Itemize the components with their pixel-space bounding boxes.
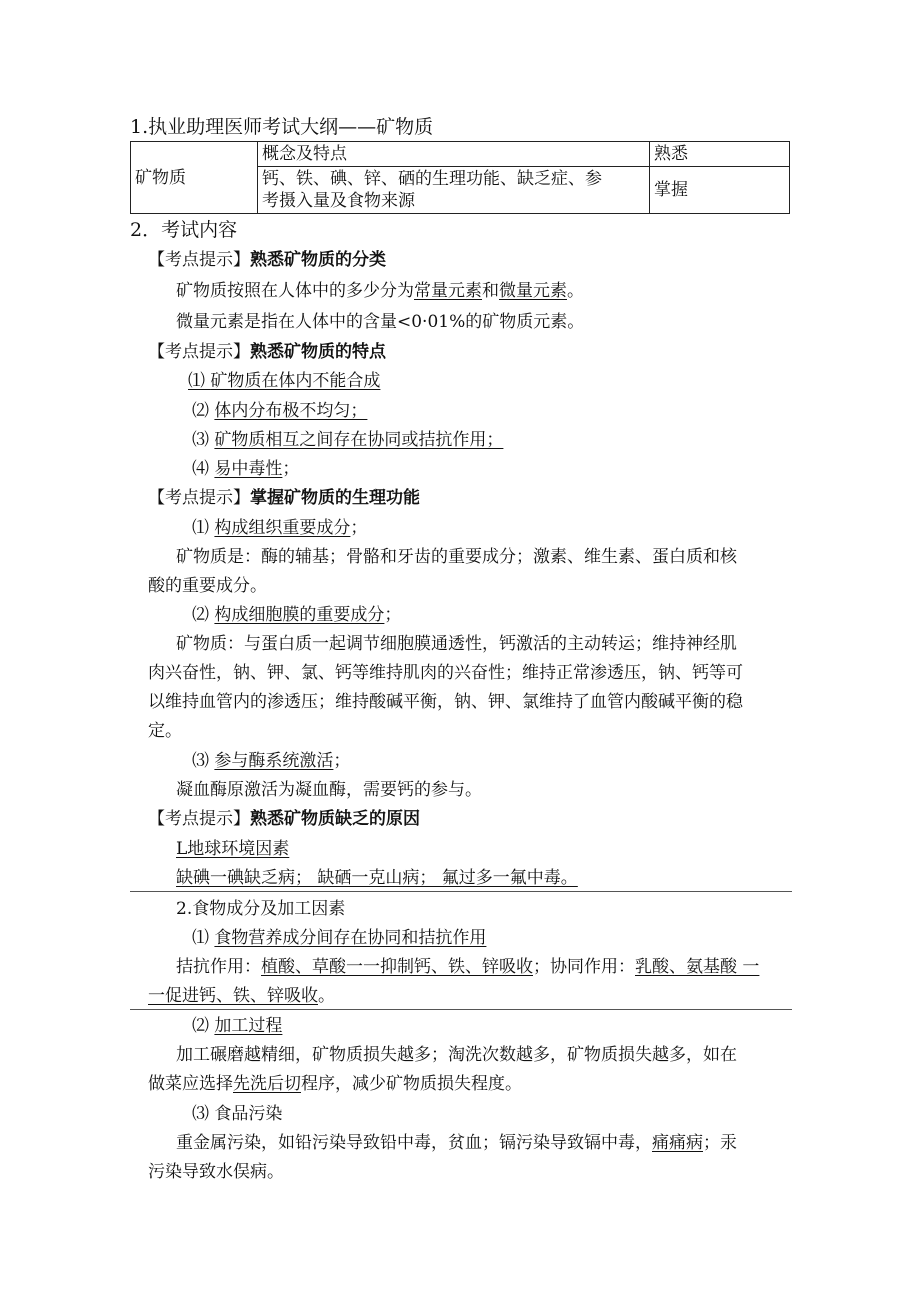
paragraph-line (176, 1132, 737, 1154)
tip-title: 熟悉矿物质缺乏的原因 (250, 809, 420, 829)
text-run: 程序，减少矿物质损失程度。 (301, 1074, 522, 1094)
item-text: 构成组织重要成分 (214, 518, 351, 538)
item-text: 参与酶系统激活 (214, 751, 334, 771)
underlined-term: 痛痛病 (652, 1133, 703, 1153)
item-number: ⑵ (192, 1016, 209, 1036)
paragraph-line: 定。 (148, 721, 182, 741)
table-cell-line: 钙、铁、碘、锌、硒的生理功能、缺乏症、参 (262, 169, 602, 189)
item-number: ⑴ (192, 928, 209, 948)
item-text: 构成细胞膜的重要成分 (214, 605, 385, 625)
paragraph-line (176, 956, 759, 978)
paragraph-line: 肉兴奋性，钠、钾、氯、钙等维持肌肉的兴奋性；维持正常渗透压，钠、钙等可 (148, 663, 743, 683)
paragraph-line (148, 1073, 522, 1095)
table-cell-level: 熟悉 (650, 142, 790, 167)
tip-title: 掌握矿物质的生理功能 (250, 488, 420, 508)
item-tail: ； (282, 459, 300, 479)
underlined-term: 微量元素 (499, 281, 567, 301)
item-text: 食物营养成分间存在协同和拮抗作用 (214, 928, 487, 948)
list-item (188, 370, 380, 392)
item-number: ⑴ (192, 518, 209, 538)
table-cell-content (258, 167, 650, 214)
list-item (192, 604, 401, 626)
table-row (131, 142, 790, 167)
paragraph-line: 污染导致水俣病。 (148, 1162, 284, 1182)
item-number: ⑴ (188, 371, 205, 391)
text-run: ；汞 (703, 1133, 737, 1153)
item-number: ⑶ (192, 1104, 209, 1124)
item-tail: ； (384, 605, 402, 625)
text-run: 拮抗作用： (176, 957, 261, 977)
table-cell-content: 概念及特点 (258, 142, 650, 167)
divider (130, 1009, 792, 1010)
table-cell-line: 考摄入量及食物来源 (262, 191, 415, 211)
tip-heading (148, 808, 420, 830)
item-text: 矿物质在体内不能合成 (210, 371, 381, 391)
item-text: 易中毒性 (214, 459, 283, 479)
item-number: ⑷ (192, 459, 209, 479)
tip-title: 熟悉矿物质的特点 (250, 342, 386, 362)
item-tail: ； (333, 751, 351, 771)
tip-title: 熟悉矿物质的分类 (250, 250, 386, 270)
text-run: ；协同作用： (533, 957, 635, 977)
paragraph-line: 矿物质是：酶的辅基；骨骼和牙齿的重要成分；激素、维生素、蛋白质和核 (176, 547, 737, 567)
tip-heading (148, 249, 386, 271)
item-tail: ； (350, 518, 368, 538)
text-run: 矿物质按照在人体中的多少分为 (176, 281, 414, 301)
text-run: 。 (567, 281, 584, 301)
text-run: 。 (318, 986, 335, 1006)
item-text: 体内分布极不均匀； (214, 401, 368, 421)
paragraph-line: 以维持血管内的渗透压；维持酸碱平衡，钠、钾、氯维持了血管内酸碱平衡的稳 (148, 692, 743, 712)
underlined-term: 乳酸、氨基酸 一 (635, 957, 760, 977)
tip-prefix: 【考点提示】 (148, 809, 250, 829)
text-run: 做菜应选择 (148, 1074, 233, 1094)
underlined-term: 先洗后切 (233, 1074, 301, 1094)
tip-prefix: 【考点提示】 (148, 488, 250, 508)
text-run: 和 (482, 281, 499, 301)
section2-title: 2．考试内容 (130, 219, 238, 241)
paragraph-line: 矿物质：与蛋白质一起调节细胞膜通透性，钙激活的主动转运；维持神经肌 (176, 634, 737, 654)
list-item (192, 400, 367, 422)
list-item (192, 927, 486, 949)
item-number: ⑵ (192, 605, 209, 625)
list-item (192, 429, 503, 451)
tip-prefix: 【考点提示】 (148, 342, 250, 362)
item-text: 加工过程 (214, 1016, 283, 1036)
tip-prefix: 【考点提示】 (148, 250, 250, 270)
item-text: 矿物质相互之间存在协同或拮抗作用； (214, 430, 504, 450)
list-item (192, 458, 299, 480)
tip-heading (148, 341, 386, 363)
paragraph-line: 酸的重要成分。 (148, 576, 267, 596)
underlined-term: 一促进钙、铁、锌吸收 (148, 986, 318, 1006)
list-item (192, 750, 350, 772)
outline-table (130, 141, 790, 214)
subsection-title: L地球环境因素 (176, 839, 290, 859)
list-item (192, 1015, 282, 1037)
section1-title: 1.执业助理医师考试大纲——矿物质 (130, 116, 434, 138)
list-item (192, 517, 367, 539)
table-cell-level: 掌握 (650, 167, 790, 214)
divider (130, 891, 792, 892)
item-number: ⑶ (192, 751, 209, 771)
paragraph: 微量元素是指在人体中的含量<0·01%的矿物质元素。 (176, 312, 585, 332)
paragraph-line: 缺碘一碘缺乏病； 缺硒一克山病； 氟过多一氟中毒。 (176, 868, 578, 888)
table-row-header: 矿物质 (131, 142, 258, 214)
paragraph (176, 280, 584, 302)
item-number: ⑶ (192, 430, 209, 450)
underlined-term: 常量元素 (414, 281, 482, 301)
item-number: ⑵ (192, 401, 209, 421)
text-run: 重金属污染，如铅污染导致铅中毒，贫血；镉污染导致镉中毒， (176, 1133, 652, 1153)
list-item (192, 1103, 282, 1125)
paragraph-line: 凝血酶原激活为凝血酶，需要钙的参与。 (176, 780, 482, 800)
item-text: 食品污染 (214, 1104, 283, 1124)
underlined-term: 植酸、草酸一一抑制钙、铁、锌吸收 (261, 957, 533, 977)
paragraph-line (148, 985, 335, 1007)
tip-heading (148, 487, 420, 509)
subsection-title: 2.食物成分及加工因素 (176, 899, 346, 919)
paragraph-line: 加工碾磨越精细，矿物质损失越多；淘洗次数越多，矿物质损失越多，如在 (176, 1045, 737, 1065)
